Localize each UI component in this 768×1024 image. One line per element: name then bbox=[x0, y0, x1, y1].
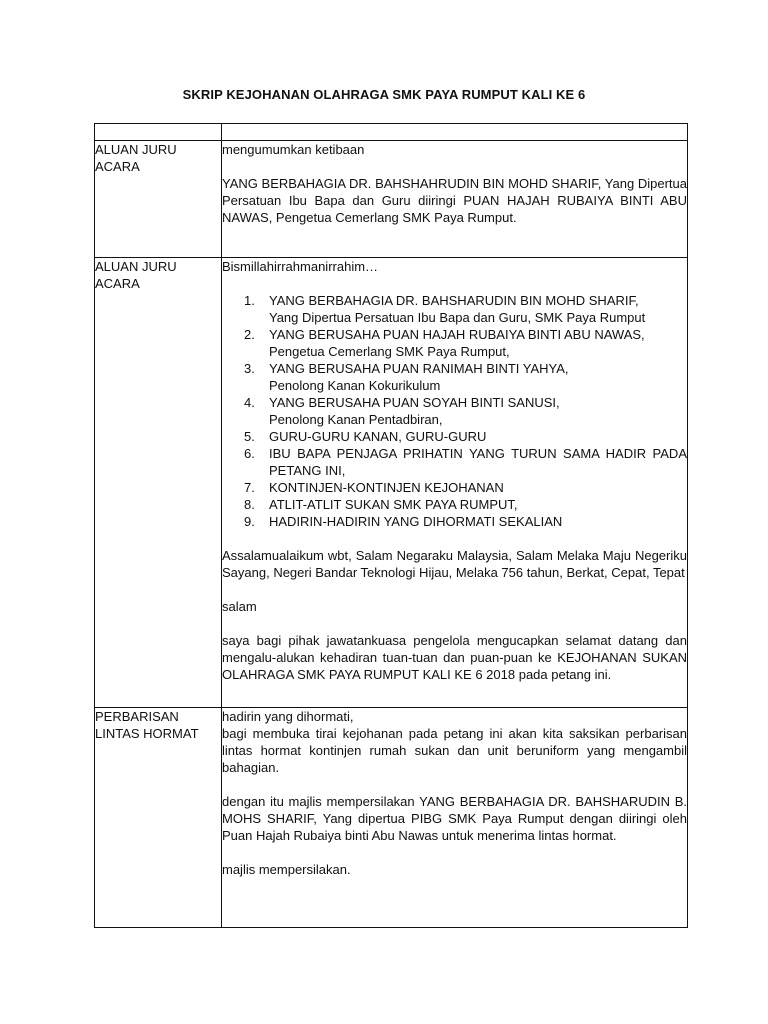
list-text: GURU-GURU KANAN, GURU-GURU bbox=[269, 429, 487, 444]
list-number: 4. bbox=[244, 395, 255, 410]
address-line: hadirin yang dihormati, bbox=[222, 709, 354, 724]
bismillah-text: Bismillahirrahmanirrahim… bbox=[222, 259, 379, 274]
empty-content-cell bbox=[222, 124, 688, 141]
list-item bbox=[222, 360, 687, 394]
intro-text: mengumumkan ketibaan bbox=[222, 142, 365, 157]
empty-label-cell bbox=[95, 124, 222, 141]
row-content bbox=[222, 258, 688, 708]
welcome-paragraph: saya bagi pihak jawatankuasa pengelola mengucapkan selamat datang dan mengalu-alukan kehadiran tuan-tuan dan puan-puan ke KEJOHANAN SUKAN OLAHRAGA SMK PAYA RUMPUT KALI KE 6 2018 pada petang ini. bbox=[222, 633, 687, 682]
list-subtext: Penolong Kanan Pentadbiran, bbox=[269, 412, 443, 427]
salam-text: salam bbox=[222, 599, 257, 614]
list-item bbox=[222, 292, 687, 326]
list-text: KONTINJEN-KONTINJEN KEJOHANAN bbox=[269, 480, 504, 495]
script-table bbox=[94, 123, 688, 928]
list-item bbox=[222, 394, 687, 428]
guest-list bbox=[222, 292, 687, 530]
closing-text: majlis mempersilakan. bbox=[222, 862, 351, 877]
table-row-empty bbox=[95, 124, 688, 141]
list-number: 7. bbox=[244, 480, 255, 495]
row-label bbox=[95, 708, 222, 928]
row-label-text: PERBARISAN LINTAS HORMAT bbox=[95, 709, 199, 741]
list-number: 6. bbox=[244, 446, 255, 461]
row-content bbox=[222, 708, 688, 928]
list-item bbox=[222, 445, 687, 479]
list-item bbox=[222, 496, 687, 513]
greeting-paragraph: Assalamualaikum wbt, Salam Negaraku Malaysia, Salam Melaka Maju Negeriku Sayang, Negeri Bandar Teknologi Hijau, Melaka 756 tahun, Berkat, Cepat, Tepat bbox=[222, 548, 687, 580]
list-number: 9. bbox=[244, 514, 255, 529]
row-label bbox=[95, 258, 222, 708]
list-text: YANG BERUSAHA PUAN SOYAH BINTI SANUSI, bbox=[269, 395, 560, 410]
list-number: 1. bbox=[244, 293, 255, 308]
list-item bbox=[222, 326, 687, 360]
arrival-paragraph: YANG BERBAHAGIA DR. BAHSHAHRUDIN BIN MOHD SHARIF, Yang Dipertua Persatuan Ibu Bapa dan Guru diiringi PUAN HAJAH RUBAIYA BINTI ABU NAWAS, Pengetua Cemerlang SMK Paya Rumput. bbox=[222, 176, 687, 225]
list-text: YANG BERBAHAGIA DR. BAHSHARUDIN BIN MOHD SHARIF, bbox=[269, 293, 639, 308]
list-item bbox=[222, 479, 687, 496]
row-content bbox=[222, 141, 688, 258]
row-label bbox=[95, 141, 222, 258]
invitation-paragraph: dengan itu majlis mempersilakan YANG BERBAHAGIA DR. BAHSHARUDIN B. MOHS SHARIF, Yang dipertua PIBG SMK Paya Rumput dengan diiringi oleh Puan Hajah Rubaiya binti Abu Nawas untuk menerima lintas hormat. bbox=[222, 794, 687, 843]
parade-paragraph: bagi membuka tirai kejohanan pada petang ini akan kita saksikan perbarisan lintas hormat kontinjen rumah sukan dan unit beruniform yang mengambil bahagian. bbox=[222, 726, 687, 775]
list-subtext: Yang Dipertua Persatuan Ibu Bapa dan Guru, SMK Paya Rumput bbox=[269, 310, 646, 325]
list-subtext: Penolong Kanan Kokurikulum bbox=[269, 378, 441, 393]
row-label-text: ALUAN JURU ACARA bbox=[95, 142, 177, 174]
list-subtext: Pengetua Cemerlang SMK Paya Rumput, bbox=[269, 344, 510, 359]
list-number: 8. bbox=[244, 497, 255, 512]
list-item bbox=[222, 513, 687, 530]
table-row-aluan-1 bbox=[95, 141, 688, 258]
list-item bbox=[222, 428, 687, 445]
row-label-text: ALUAN JURU ACARA bbox=[95, 259, 177, 291]
list-text: YANG BERUSAHA PUAN HAJAH RUBAIYA BINTI ABU NAWAS, bbox=[269, 327, 645, 342]
table-row-perbarisan bbox=[95, 708, 688, 928]
table-row-aluan-2 bbox=[95, 258, 688, 708]
list-number: 3. bbox=[244, 361, 255, 376]
list-number: 5. bbox=[244, 429, 255, 444]
list-number: 2. bbox=[244, 327, 255, 342]
list-text: HADIRIN-HADIRIN YANG DIHORMATI SEKALIAN bbox=[269, 514, 563, 529]
list-text: ATLIT-ATLIT SUKAN SMK PAYA RUMPUT, bbox=[269, 497, 518, 512]
document-title: SKRIP KEJOHANAN OLAHRAGA SMK PAYA RUMPUT KALI KE 6 bbox=[182, 87, 586, 102]
list-text: IBU BAPA PENJAGA PRIHATIN YANG TURUN SAMA HADIR PADA PETANG INI, bbox=[269, 446, 687, 478]
list-text: YANG BERUSAHA PUAN RANIMAH BINTI YAHYA, bbox=[269, 361, 569, 376]
